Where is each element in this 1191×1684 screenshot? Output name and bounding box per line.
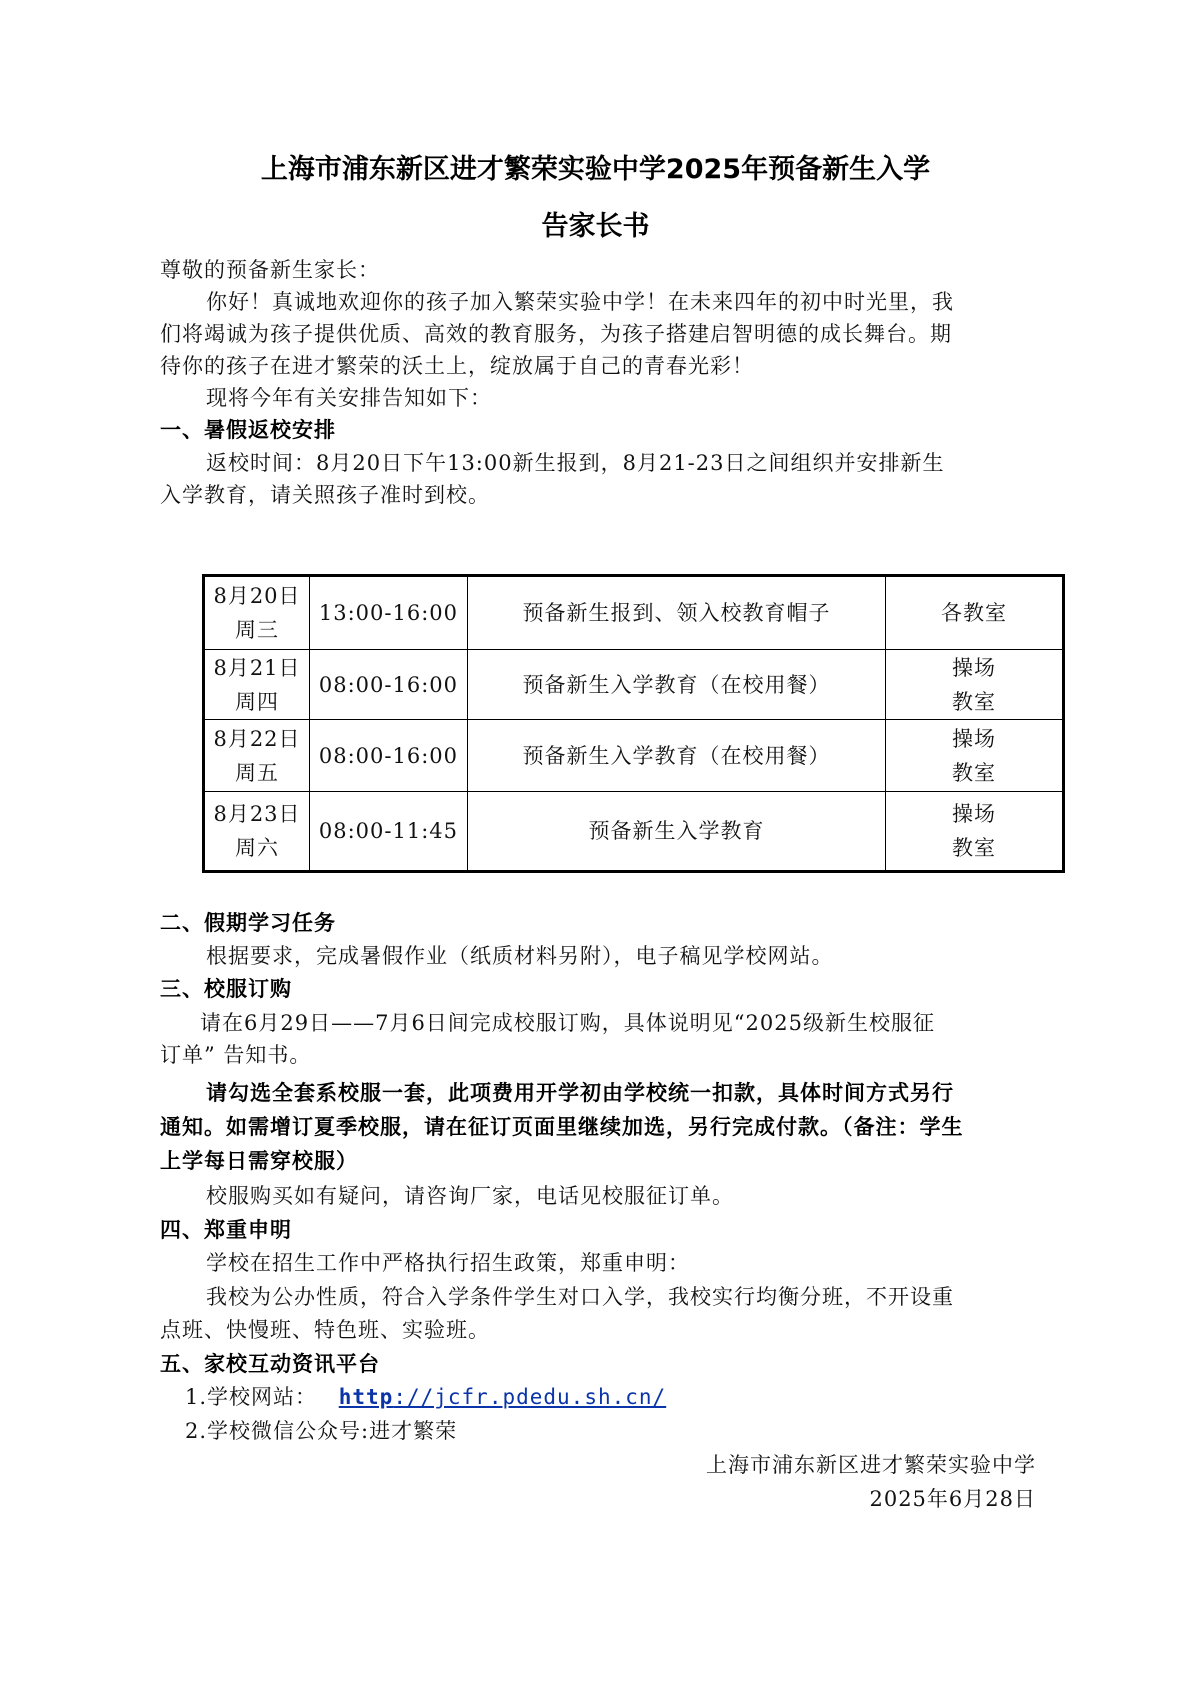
section4-line-2b: 点班、快慢班、特色班、实验班。 (160, 1318, 490, 1342)
date-cell (204, 720, 310, 792)
activity-cell: 预备新生入学教育（在校用餐） (467, 650, 885, 720)
section3-line-1: 请在6月29日——7月6日间完成校服订购，具体说明见“2025级新生校服征 (200, 1011, 935, 1035)
signature: 上海市浦东新区进才繁荣实验中学 (706, 1453, 1036, 1477)
website-label: 1.学校网站： (185, 1385, 318, 1409)
date-text: 8月22日 (213, 726, 301, 751)
date-cell (204, 576, 310, 650)
place-cell (886, 720, 1064, 792)
weekday-text: 周三 (235, 618, 279, 642)
website-link-rest: ://jcfr.pdedu.sh.cn/ (393, 1385, 667, 1409)
section4-heading: 四、郑重申明 (160, 1218, 292, 1242)
place-cell (886, 792, 1064, 872)
date-cell (204, 650, 310, 720)
date-cell (204, 792, 310, 872)
time-cell: 13:00-16:00 (310, 576, 468, 650)
time-cell: 08:00-11:45 (310, 792, 468, 872)
place-text: 教室 (952, 836, 996, 860)
table-row (204, 650, 1064, 720)
signature-date: 2025年6月28日 (869, 1487, 1036, 1511)
intro-line-3: 待你的孩子在进才繁荣的沃土上，绽放属于自己的青春光彩！ (160, 354, 754, 378)
weekday-text: 周四 (235, 689, 279, 714)
section3-bold-line-1: 请勾选全套系校服一套，此项费用开学初由学校统一扣款，具体时间方式另行 (206, 1081, 954, 1105)
place-text: 操场 (952, 726, 996, 751)
table-row (204, 720, 1064, 792)
website-link-scheme: http (338, 1385, 394, 1409)
activity-cell: 预备新生报到、领入校教育帽子 (467, 576, 885, 650)
place-text: 教室 (952, 760, 996, 785)
place-cell (886, 576, 1064, 650)
website-line (185, 1380, 1065, 1414)
section3-line-2: 订单” 告知书。 (160, 1043, 312, 1067)
section4-line-1: 学校在招生工作中严格执行招生政策，郑重申明： (206, 1251, 690, 1275)
place-text: 操场 (952, 655, 996, 680)
activity-cell: 预备新生入学教育（在校用餐） (467, 720, 885, 792)
notice-intro: 现将今年有关安排告知如下： (206, 386, 492, 410)
section3-bold-line-3: 上学每日需穿校服） (160, 1149, 358, 1173)
date-text: 8月23日 (213, 802, 301, 826)
weekday-text: 周六 (235, 836, 279, 860)
section2-line: 根据要求，完成暑假作业（纸质材料另附），电子稿见学校网站。 (206, 944, 834, 968)
place-text: 操场 (952, 802, 996, 826)
section1-line-1: 返校时间：8月20日下午13:00新生报到，8月21-23日之间组织并安排新生 (206, 451, 945, 475)
schedule-table (202, 574, 1065, 873)
website-link[interactable] (339, 1385, 666, 1409)
section3-last-line: 校服购买如有疑问，请咨询厂家，电话见校服征订单。 (206, 1184, 734, 1208)
time-cell: 08:00-16:00 (310, 720, 468, 792)
date-text: 8月21日 (213, 655, 301, 680)
intro-line-2: 们将竭诚为孩子提供优质、高效的教育服务，为孩子搭建启智明德的成长舞台。期 (160, 322, 952, 346)
table-row (204, 576, 1064, 650)
document-subtitle: 告家长书 (541, 211, 650, 242)
time-cell: 08:00-16:00 (310, 650, 468, 720)
section3-heading: 三、校服订购 (160, 977, 292, 1001)
section4-line-2a: 我校为公办性质，符合入学条件学生对口入学，我校实行均衡分班，不开设重 (206, 1285, 954, 1309)
table-row (204, 792, 1064, 872)
section5-heading: 五、家校互动资讯平台 (160, 1352, 380, 1376)
salutation: 尊敬的预备新生家长： (160, 258, 380, 282)
wechat-line: 2.学校微信公众号:进才繁荣 (185, 1419, 458, 1443)
section1-line-2: 入学教育，请关照孩子准时到校。 (160, 483, 490, 507)
activity-cell: 预备新生入学教育 (467, 792, 885, 872)
intro-line-1: 你好！真诚地欢迎你的孩子加入繁荣实验中学！在未来四年的初中时光里，我 (206, 290, 954, 314)
section3-bold-line-2: 通知。如需增订夏季校服，请在征订页面里继续加选，另行完成付款。（备注：学生 (160, 1115, 964, 1139)
document-title: 上海市浦东新区进才繁荣实验中学2025年预备新生入学 (260, 154, 931, 185)
section1-heading: 一、暑假返校安排 (160, 418, 336, 442)
place-cell (886, 650, 1064, 720)
place-text: 教室 (952, 689, 996, 714)
section2-heading: 二、假期学习任务 (160, 911, 336, 935)
weekday-text: 周五 (235, 760, 279, 785)
date-text: 8月20日 (213, 584, 301, 608)
place-text: 各教室 (941, 601, 1007, 625)
